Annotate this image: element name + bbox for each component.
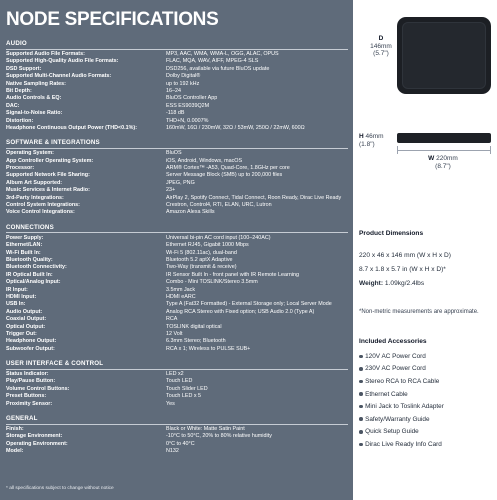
spec-label: Proximity Sensor: (6, 400, 53, 407)
dimensions-metric: 220 x 46 x 146 mm (W x H x D) (359, 252, 451, 259)
device-side-view (397, 133, 491, 143)
spec-label: Model: (6, 448, 24, 455)
spec-row (6, 88, 348, 95)
spec-row (6, 158, 348, 165)
spec-row (6, 250, 348, 257)
spec-label: Supported Multi-Channel Audio Formats: (6, 73, 112, 80)
depth-in: (5.7") (373, 50, 389, 58)
accessory-item (359, 438, 495, 451)
spec-row (6, 279, 348, 286)
height-prefix: H (359, 133, 364, 140)
spec-row (6, 51, 348, 58)
spec-value: HDMI eARC (166, 293, 196, 300)
spec-value: 16–24 (166, 87, 181, 94)
spec-row (6, 165, 348, 172)
spec-value: THD+N, 0.0007% (166, 117, 209, 124)
page-title: NODE SPECIFICATIONS (6, 9, 219, 30)
spec-label: HDMI Input: (6, 293, 37, 300)
dimensions-imperial: 8.7 x 1.8 x 5.7 in (W x H x D)* (359, 266, 446, 273)
spec-row (6, 346, 348, 353)
spec-row (6, 316, 348, 323)
spec-section (6, 40, 348, 132)
spec-row (6, 393, 348, 400)
spec-value: Amazon Alexa Skills (166, 209, 215, 216)
spec-value: Ethernet RJ45, Gigabit 1000 Mbps (166, 242, 249, 249)
width-in: (8.7") (435, 162, 451, 170)
section-header: GENERAL (6, 415, 348, 425)
bullet-icon (359, 355, 363, 359)
spec-row (6, 187, 348, 194)
spec-label: Supported Network File Sharing: (6, 172, 90, 179)
spec-row (6, 309, 348, 316)
accessory-label: Dirac Live Ready Info Card (365, 440, 442, 448)
spec-row (6, 103, 348, 110)
bullet-icon (359, 443, 363, 447)
spec-row (6, 118, 348, 125)
spec-label: DAC: (6, 102, 20, 109)
spec-section (6, 224, 348, 353)
spec-label: IR Input: (6, 286, 28, 293)
spec-value: Touch Slider LED (166, 385, 208, 392)
spec-value: 6.3mm Stereo; Bluetooth (166, 338, 226, 345)
spec-value: 23+ (166, 187, 176, 194)
accessory-item (359, 413, 495, 426)
accessory-label: 230V AC Power Cord (365, 365, 426, 373)
spec-value: Touch LED x 5 (166, 393, 202, 400)
device-top-view (397, 17, 491, 94)
spec-row (6, 331, 348, 338)
spec-label: USB In: (6, 301, 26, 308)
spec-row (6, 257, 348, 264)
spec-value: up to 192 kHz (166, 80, 200, 87)
accessory-item (359, 363, 495, 376)
bullet-icon (359, 417, 363, 421)
width-guide-line (397, 150, 491, 151)
spec-label: Audio Controls & EQ: (6, 95, 62, 102)
weight-label: Weight: (359, 280, 384, 287)
section-header: SOFTWARE & INTEGRATIONS (6, 139, 348, 149)
spec-row (6, 81, 348, 88)
spec-value: -118 dB (166, 110, 185, 117)
spec-label: Subwoofer Output: (6, 345, 55, 352)
spec-row (6, 150, 348, 157)
spec-value: Combo - Mini TOSLINK/Stereo 3.5mm (166, 279, 258, 286)
spec-label: Power Supply: (6, 234, 44, 241)
spec-label: Bluetooth Connectivity: (6, 264, 67, 271)
spec-value: Dolby Digital® (166, 73, 201, 80)
spec-row (6, 386, 348, 393)
spec-value: N132 (166, 448, 179, 455)
accessories-title: Included Accessories (359, 338, 427, 345)
spec-label: Finish: (6, 426, 24, 433)
accessories-list (359, 350, 495, 451)
spec-label: DSD Support: (6, 65, 42, 72)
spec-row (6, 378, 348, 385)
spec-row (6, 264, 348, 271)
spec-value: 160mW, 16Ω / 230mW, 32Ω / 53mW, 250Ω / 22mW, 600Ω (166, 124, 305, 131)
spec-label: Supported Audio File Formats: (6, 51, 85, 57)
spec-label: Trigger Out: (6, 330, 37, 337)
spec-label: Wi-Fi Built In: (6, 249, 41, 256)
spec-value: JPEG, PNG (166, 179, 195, 186)
spec-row (6, 371, 348, 378)
spec-value: AirPlay 2, Spotify Connect, Tidal Connect, Roon Ready, Dirac Live Ready (166, 194, 342, 201)
spec-row (6, 235, 348, 242)
accessory-label: 120V AC Power Cord (365, 352, 426, 360)
spec-value: Black or White: Matte Satin Paint (166, 426, 245, 433)
spec-row (6, 195, 348, 202)
height-in: (1.8") (359, 140, 375, 148)
accessory-label: Stereo RCA to RCA Cable (365, 377, 440, 385)
accessory-label: Mini Jack to Toslink Adapter (365, 403, 444, 411)
spec-label: Processor: (6, 165, 35, 172)
bullet-icon (359, 405, 363, 409)
spec-row (6, 172, 348, 179)
spec-label: Voice Control Integrations: (6, 209, 75, 216)
width-mm: 220mm (436, 155, 458, 162)
spec-row (6, 242, 348, 249)
accessory-label: Ethernet Cable (365, 390, 408, 398)
accessory-label: Safety/Warranty Guide (365, 415, 430, 423)
spec-value: 0°C to 40°C (166, 440, 195, 447)
spec-value: BluOS (166, 150, 182, 157)
spec-label: Operating Environment: (6, 440, 68, 447)
spec-label: Music Services & Internet Radio: (6, 187, 90, 194)
spec-label: Preset Buttons: (6, 393, 47, 400)
spec-value: LED x2 (166, 371, 184, 378)
width-prefix: W (428, 155, 435, 162)
spec-row (6, 401, 348, 408)
height-label (359, 133, 395, 148)
spec-value: MP3, AAC, WMA, WMA-L, OGG, ALAC, OPUS (166, 51, 279, 57)
spec-row (6, 324, 348, 331)
accessory-item (359, 400, 495, 413)
spec-row (6, 287, 348, 294)
spec-row (6, 66, 348, 73)
spec-row (6, 433, 348, 440)
spec-value: DSD256, available via future BluOS update (166, 65, 270, 72)
spec-value: Crestron, Control4, RTI, ELAN, URC, Lutron (166, 202, 272, 209)
spec-label: Status Indicator: (6, 371, 49, 378)
spec-label: Volume Control Buttons: (6, 385, 70, 392)
bullet-icon (359, 430, 363, 434)
spec-row (6, 294, 348, 301)
accessory-item (359, 388, 495, 401)
spec-sections (6, 40, 348, 463)
spec-label: Headphone Continuous Output Power (THD<0.1%): (6, 124, 138, 131)
accessory-item (359, 375, 495, 388)
spec-value: TOSLINK digital optical (166, 323, 222, 330)
spec-label: 3rd-Party Integrations: (6, 194, 64, 201)
section-header: CONNECTIONS (6, 224, 348, 234)
spec-label: Optical Output: (6, 323, 46, 330)
spec-row (6, 180, 348, 187)
spec-value: Universal bi-pin AC cord input (100–240AC) (166, 234, 271, 241)
width-label (413, 155, 473, 170)
spec-value: Analog RCA Stereo with Fixed option; USB Audio 2.0 (Type A) (166, 308, 315, 315)
spec-value: 3.5mm Jack (166, 286, 196, 293)
spec-label: Optical/Analog Input: (6, 279, 61, 286)
spec-label: Signal-to-Noise Ratio: (6, 110, 63, 117)
spec-label: Native Sampling Rates: (6, 80, 66, 87)
spec-value: ARM® Cortex™ -A53, Quad-Core, 1.8GHz per core (166, 165, 290, 172)
bullet-icon (359, 392, 363, 396)
spec-section (6, 415, 348, 456)
spec-row (6, 448, 348, 455)
spec-value: IR Sensor Built In - front panel with IR Remote Learning (166, 271, 300, 278)
spec-value: FLAC, MQA, WAV, AIFF, MPEG-4 SLS (166, 58, 259, 65)
spec-value: Bluetooth 5.2 aptX Adaptive (166, 256, 233, 263)
weight-value: 1.09kg/2.4lbs (384, 280, 425, 287)
spec-label: Album Art Supported: (6, 179, 63, 186)
depth-mm: 146mm (370, 42, 392, 50)
accessory-item (359, 350, 495, 363)
spec-label: Ethernet/LAN: (6, 242, 43, 249)
height-mm: 46mm (365, 133, 384, 140)
spec-row (6, 441, 348, 448)
spec-row (6, 125, 348, 132)
spec-value: 12 Volt (166, 330, 183, 337)
spec-value: ESS ES9039Q2M (166, 102, 210, 109)
spec-label: IR Optical Built In: (6, 271, 53, 278)
spec-row (6, 272, 348, 279)
spec-row (6, 426, 348, 433)
dimensions-weight (359, 280, 424, 287)
footnote: * all specifications subject to change without notice (6, 486, 114, 491)
spec-value: Server Message Block (SMB) up to 200,000 files (166, 172, 283, 179)
spec-label: Audio Output: (6, 308, 43, 315)
spec-row (6, 202, 348, 209)
spec-label: Play/Pause Button: (6, 378, 56, 385)
spec-label: Operating System: (6, 150, 54, 157)
spec-label: Supported High-Quality Audio File Formats: (6, 58, 119, 65)
device-top-panel (402, 22, 486, 89)
depth-label (367, 35, 395, 58)
spec-label: Storage Environment: (6, 433, 63, 440)
right-column (353, 0, 497, 500)
spec-value: Yes (166, 400, 175, 407)
spec-label: Distortion: (6, 117, 34, 124)
spec-row (6, 338, 348, 345)
accessory-label: Quick Setup Guide (365, 428, 419, 436)
bullet-icon (359, 367, 363, 371)
product-dimensions-title: Product Dimensions (359, 230, 424, 237)
depth-letter: D (378, 35, 384, 42)
spec-row (6, 209, 348, 216)
spec-value: -10°C to 50°C, 20% to 80% relative humidity (166, 433, 272, 440)
bullet-icon (359, 380, 363, 384)
spec-value: Wi-Fi 5 (802.11ac), dual-band (166, 249, 237, 256)
spec-value: Type A (Fat32 Formatted) - External Storage only; Local Server Mode (166, 301, 332, 308)
spec-label: Bit Depth: (6, 87, 32, 94)
spec-label: Bluetooth Quality: (6, 256, 53, 263)
accessory-item (359, 426, 495, 439)
spec-row (6, 110, 348, 117)
spec-row (6, 73, 348, 80)
section-header: USER INTERFACE & CONTROL (6, 360, 348, 370)
spec-value: Touch LED (166, 378, 193, 385)
spec-row (6, 301, 348, 308)
spec-section (6, 360, 348, 408)
metric-note: *Non-metric measurements are approximate. (359, 309, 479, 315)
spec-value: RCA x 1; Wireless to PULSE SUB+ (166, 345, 251, 352)
spec-value: iOS, Android, Windows, macOS (166, 157, 243, 164)
spec-label: Coaxial Output: (6, 316, 47, 323)
section-header: AUDIO (6, 40, 348, 50)
spec-value: Two-Way (transmit & receive) (166, 264, 237, 271)
spec-label: Control System Integrations: (6, 202, 80, 209)
spec-section (6, 139, 348, 217)
spec-row (6, 95, 348, 102)
spec-value: RCA (166, 316, 178, 323)
spec-label: App Controller Operating System: (6, 157, 94, 164)
spec-row (6, 58, 348, 65)
spec-value: BluOS Controller App (166, 95, 218, 102)
spec-label: Headphone Output: (6, 338, 57, 345)
